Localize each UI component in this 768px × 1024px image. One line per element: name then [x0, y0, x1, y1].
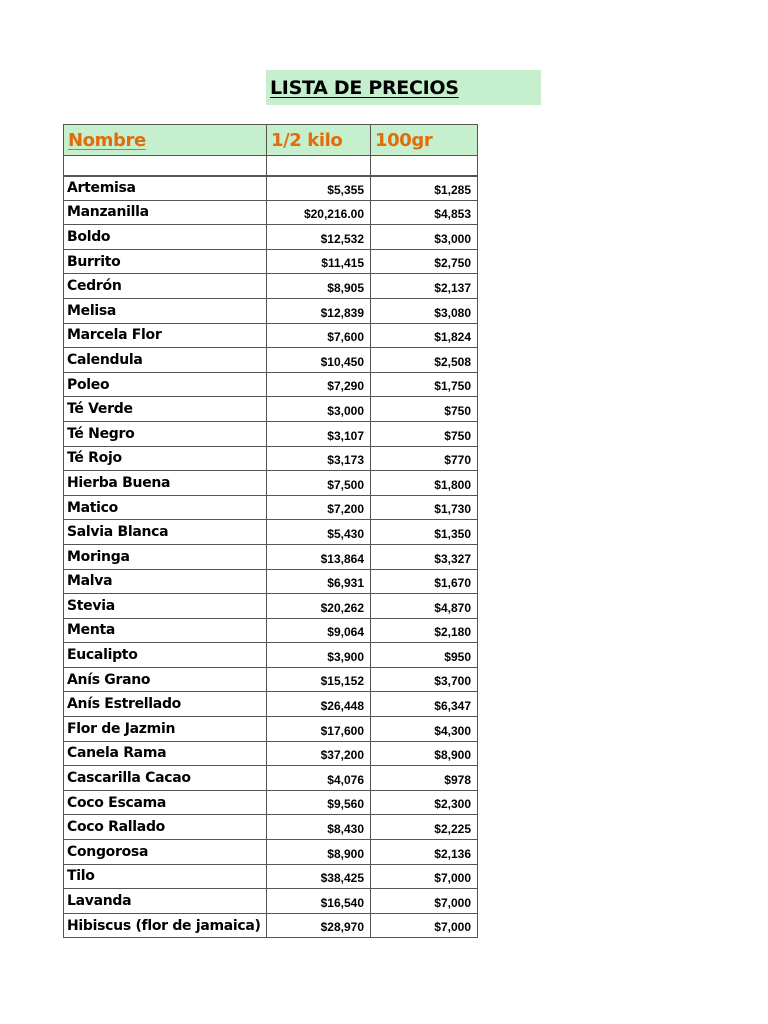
product-name-cell[interactable]: Té Verde	[64, 397, 267, 422]
price-100gr-cell[interactable]: $4,853	[371, 200, 478, 225]
price-half-kilo-cell[interactable]: $20,216.00	[267, 200, 371, 225]
product-name-cell[interactable]: Cascarilla Cacao	[64, 766, 267, 791]
table-row	[64, 323, 478, 348]
price-half-kilo-cell[interactable]: $13,864	[267, 544, 371, 569]
price-100gr-cell[interactable]: $3,000	[371, 225, 478, 250]
price-100gr-cell[interactable]: $7,000	[371, 889, 478, 914]
product-name-cell[interactable]: Té Rojo	[64, 446, 267, 471]
price-half-kilo-cell[interactable]: $28,970	[267, 913, 371, 938]
table-header	[64, 125, 478, 176]
product-name-cell[interactable]: Hibiscus (flor de jamaica)	[64, 913, 267, 938]
price-half-kilo-cell[interactable]: $7,600	[267, 323, 371, 348]
product-name-cell[interactable]: Calendula	[64, 348, 267, 373]
blank-cell[interactable]	[371, 156, 478, 176]
page-title: LISTA DE PRECIOS	[270, 76, 459, 99]
price-table	[63, 124, 478, 938]
price-100gr-cell[interactable]: $4,870	[371, 594, 478, 619]
product-name-cell[interactable]: Marcela Flor	[64, 323, 267, 348]
table-row	[64, 348, 478, 373]
table-row	[64, 840, 478, 865]
header-cell-name[interactable]	[64, 125, 267, 156]
price-half-kilo-cell[interactable]: $8,905	[267, 274, 371, 299]
table-row	[64, 495, 478, 520]
product-name-cell[interactable]: Salvia Blanca	[64, 520, 267, 545]
price-100gr-cell[interactable]: $2,750	[371, 249, 478, 274]
price-half-kilo-cell[interactable]: $3,173	[267, 446, 371, 471]
price-100gr-cell[interactable]: $3,080	[371, 298, 478, 323]
product-name-cell[interactable]: Malva	[64, 569, 267, 594]
table-body	[64, 176, 478, 938]
product-name-cell[interactable]: Flor de Jazmin	[64, 717, 267, 742]
price-100gr-cell[interactable]: $1,350	[371, 520, 478, 545]
header-100gr-label: 100gr	[375, 129, 433, 151]
price-100gr-cell[interactable]: $1,670	[371, 569, 478, 594]
blank-cell[interactable]	[64, 156, 267, 176]
blank-row	[64, 156, 478, 176]
price-100gr-cell[interactable]: $2,136	[371, 840, 478, 865]
price-half-kilo-cell[interactable]: $16,540	[267, 889, 371, 914]
price-half-kilo-cell[interactable]: $5,355	[267, 176, 371, 201]
product-name-cell[interactable]: Stevia	[64, 594, 267, 619]
table-row	[64, 717, 478, 742]
table-row	[64, 618, 478, 643]
price-half-kilo-cell[interactable]: $3,900	[267, 643, 371, 668]
table-row	[64, 790, 478, 815]
header-cell-half-kilo[interactable]	[267, 125, 371, 156]
price-half-kilo-cell[interactable]: $3,000	[267, 397, 371, 422]
price-100gr-cell[interactable]: $1,285	[371, 176, 478, 201]
header-row	[64, 125, 478, 156]
header-name-label: Nombre	[68, 129, 146, 151]
product-name-cell[interactable]: Poleo	[64, 372, 267, 397]
table-row	[64, 249, 478, 274]
price-half-kilo-cell[interactable]: $3,107	[267, 421, 371, 446]
price-half-kilo-cell[interactable]: $15,152	[267, 667, 371, 692]
product-name-cell[interactable]: Matico	[64, 495, 267, 520]
product-name-cell[interactable]: Lavanda	[64, 889, 267, 914]
price-half-kilo-cell[interactable]: $38,425	[267, 864, 371, 889]
price-half-kilo-cell[interactable]: $20,262	[267, 594, 371, 619]
blank-cell[interactable]	[267, 156, 371, 176]
product-name-cell[interactable]: Burrito	[64, 249, 267, 274]
price-100gr-cell[interactable]: $7,000	[371, 913, 478, 938]
table-row	[64, 200, 478, 225]
product-name-cell[interactable]: Melisa	[64, 298, 267, 323]
table-row	[64, 176, 478, 201]
product-name-cell[interactable]: Moringa	[64, 544, 267, 569]
table-row	[64, 520, 478, 545]
product-name-cell[interactable]: Canela Rama	[64, 741, 267, 766]
table-row	[64, 667, 478, 692]
price-half-kilo-cell[interactable]: $12,839	[267, 298, 371, 323]
price-100gr-cell[interactable]: $1,730	[371, 495, 478, 520]
product-name-cell[interactable]: Coco Escama	[64, 790, 267, 815]
price-100gr-cell[interactable]: $978	[371, 766, 478, 791]
price-half-kilo-cell[interactable]: $11,415	[267, 249, 371, 274]
table-row	[64, 298, 478, 323]
table-row	[64, 421, 478, 446]
price-half-kilo-cell[interactable]: $10,450	[267, 348, 371, 373]
table-row	[64, 766, 478, 791]
product-name-cell[interactable]: Anís Grano	[64, 667, 267, 692]
price-100gr-cell[interactable]: $4,300	[371, 717, 478, 742]
price-half-kilo-cell[interactable]: $37,200	[267, 741, 371, 766]
table-row	[64, 889, 478, 914]
product-name-cell[interactable]: Eucalipto	[64, 643, 267, 668]
price-half-kilo-cell[interactable]: $6,931	[267, 569, 371, 594]
price-100gr-cell[interactable]: $2,225	[371, 815, 478, 840]
price-half-kilo-cell[interactable]: $9,560	[267, 790, 371, 815]
table-row	[64, 569, 478, 594]
product-name-cell[interactable]: Menta	[64, 618, 267, 643]
product-name-cell[interactable]: Congorosa	[64, 840, 267, 865]
table-row	[64, 446, 478, 471]
price-half-kilo-cell[interactable]: $7,500	[267, 471, 371, 496]
price-100gr-cell[interactable]: $7,000	[371, 864, 478, 889]
table-row	[64, 225, 478, 250]
price-100gr-cell[interactable]: $2,300	[371, 790, 478, 815]
price-100gr-cell[interactable]: $2,508	[371, 348, 478, 373]
table-row	[64, 643, 478, 668]
price-half-kilo-cell[interactable]: $7,200	[267, 495, 371, 520]
price-half-kilo-cell[interactable]: $8,430	[267, 815, 371, 840]
title-cell[interactable]	[266, 70, 541, 105]
price-half-kilo-cell[interactable]: $17,600	[267, 717, 371, 742]
table-row	[64, 544, 478, 569]
price-100gr-cell[interactable]: $3,327	[371, 544, 478, 569]
table-row	[64, 471, 478, 496]
product-name-cell[interactable]: Cedrón	[64, 274, 267, 299]
price-100gr-cell[interactable]: $6,347	[371, 692, 478, 717]
table-row	[64, 274, 478, 299]
table-row	[64, 815, 478, 840]
price-100gr-cell[interactable]: $1,800	[371, 471, 478, 496]
price-half-kilo-cell[interactable]: $7,290	[267, 372, 371, 397]
price-100gr-cell[interactable]: $950	[371, 643, 478, 668]
table-row	[64, 913, 478, 938]
product-name-cell[interactable]: Artemisa	[64, 176, 267, 201]
table-row	[64, 741, 478, 766]
price-100gr-cell[interactable]: $2,180	[371, 618, 478, 643]
price-half-kilo-cell[interactable]: $12,532	[267, 225, 371, 250]
product-name-cell[interactable]: Coco Rallado	[64, 815, 267, 840]
price-half-kilo-cell[interactable]: $9,064	[267, 618, 371, 643]
product-name-cell[interactable]: Té Negro	[64, 421, 267, 446]
product-name-cell[interactable]: Anís Estrellado	[64, 692, 267, 717]
product-name-cell[interactable]: Manzanilla	[64, 200, 267, 225]
price-half-kilo-cell[interactable]: $8,900	[267, 840, 371, 865]
price-100gr-cell[interactable]: $8,900	[371, 741, 478, 766]
price-100gr-cell[interactable]: $1,750	[371, 372, 478, 397]
table-row	[64, 372, 478, 397]
price-100gr-cell[interactable]: $2,137	[371, 274, 478, 299]
product-name-cell[interactable]: Tilo	[64, 864, 267, 889]
table-row	[64, 864, 478, 889]
price-100gr-cell[interactable]: $750	[371, 397, 478, 422]
price-100gr-cell[interactable]: $770	[371, 446, 478, 471]
product-name-cell[interactable]: Hierba Buena	[64, 471, 267, 496]
table-row	[64, 594, 478, 619]
price-half-kilo-cell[interactable]: $5,430	[267, 520, 371, 545]
table-row	[64, 397, 478, 422]
price-100gr-cell[interactable]: $750	[371, 421, 478, 446]
header-half-kilo-label: 1/2 kilo	[271, 129, 343, 151]
price-half-kilo-cell[interactable]: $4,076	[267, 766, 371, 791]
price-100gr-cell[interactable]: $3,700	[371, 667, 478, 692]
header-cell-100gr[interactable]	[371, 125, 478, 156]
product-name-cell[interactable]: Boldo	[64, 225, 267, 250]
price-100gr-cell[interactable]: $1,824	[371, 323, 478, 348]
table-row	[64, 692, 478, 717]
price-half-kilo-cell[interactable]: $26,448	[267, 692, 371, 717]
